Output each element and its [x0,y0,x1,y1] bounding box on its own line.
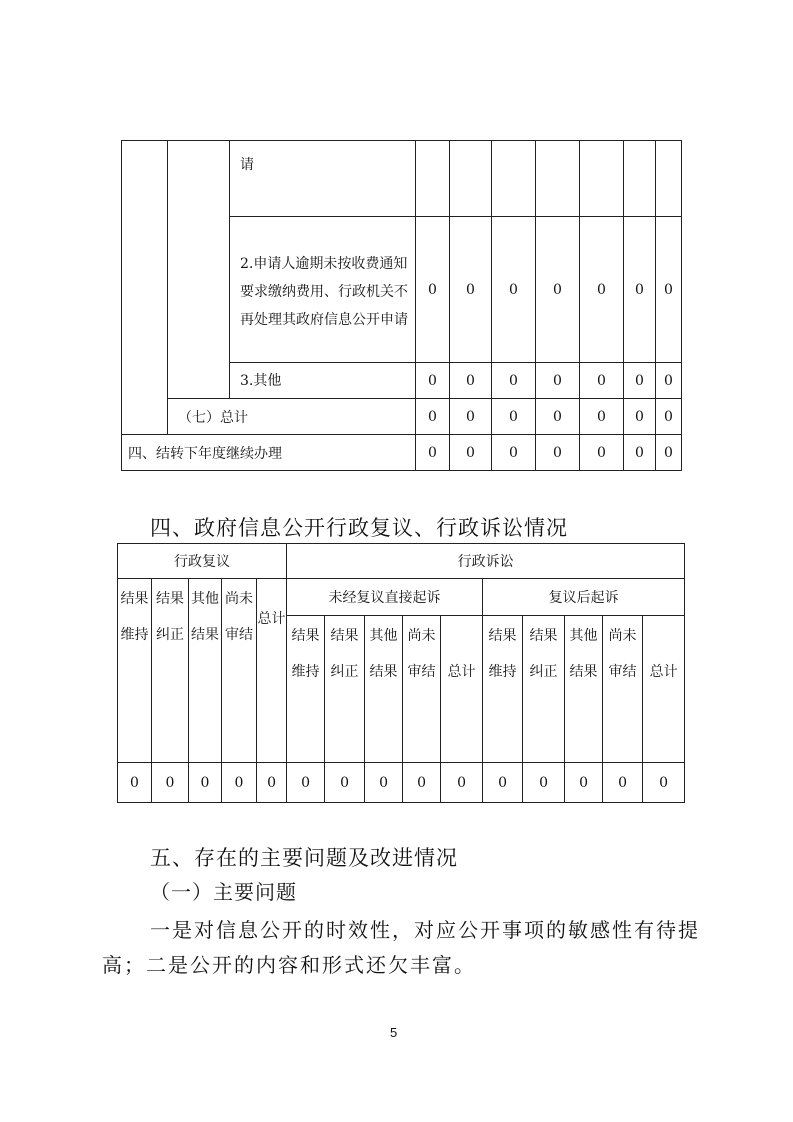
value-cell [624,141,656,217]
col-header: 尚未审结 [403,616,441,763]
value-cell: 0 [624,363,656,399]
col-header: 其他结果 [565,616,603,763]
value-cell: 0 [523,763,565,803]
value-cell: 0 [536,363,580,399]
application-stats-table [121,140,682,471]
col-header: 总计 [441,616,483,763]
col-header: 结果维持 [483,616,523,763]
col-header: 结果维持 [118,579,152,763]
col-header: 结果纠正 [152,579,189,763]
paragraph-line: 高；二是公开的内容和形式还欠丰富。 [102,953,476,977]
value-cell: 0 [416,217,450,363]
value-cell: 0 [624,399,656,435]
value-cell: 0 [416,363,450,399]
value-cell: 0 [492,435,536,471]
col-header: 总计 [643,616,685,763]
after-review-header: 复议后起诉 [483,579,685,616]
row-label: 四、结转下年度继续办理 [122,435,416,471]
value-cell: 0 [365,763,403,803]
col-header: 其他结果 [189,579,222,763]
value-cell: 0 [441,763,483,803]
value-cell: 0 [580,399,624,435]
value-cell: 0 [536,399,580,435]
value-cell: 0 [492,363,536,399]
value-cell: 0 [257,763,287,803]
col-header: 总计 [257,579,287,763]
subsection-heading: （一）主要问题 [150,880,297,904]
value-cell: 0 [483,763,523,803]
value-cell: 0 [624,435,656,471]
value-cell: 0 [492,399,536,435]
value-cell: 0 [222,763,257,803]
value-cell: 0 [643,763,685,803]
row-label: 请 [230,141,416,217]
value-cell: 0 [603,763,643,803]
value-cell: 0 [580,217,624,363]
col-header: 其他结果 [365,616,403,763]
col-header: 尚未审结 [222,579,257,763]
section5-heading: 五、存在的主要问题及改进情况 [150,846,458,870]
value-cell: 0 [656,217,682,363]
value-cell [492,141,536,217]
value-cell [416,141,450,217]
value-cell: 0 [450,399,492,435]
body-paragraph [102,913,705,983]
value-cell: 0 [450,435,492,471]
value-cell: 0 [580,435,624,471]
section4-heading: 四、政府信息公开行政复议、行政诉讼情况 [150,516,568,540]
value-cell: 0 [416,399,450,435]
value-cell: 0 [656,435,682,471]
value-cell: 0 [118,763,152,803]
col-header: 结果纠正 [523,616,565,763]
col-header: 结果纠正 [325,616,365,763]
value-cell: 0 [416,435,450,471]
review-litigation-table [117,543,685,803]
value-cell: 0 [536,435,580,471]
value-cell [536,141,580,217]
value-cell: 0 [287,763,325,803]
value-cell: 0 [624,217,656,363]
value-cell [450,141,492,217]
value-cell: 0 [492,217,536,363]
value-cell: 0 [189,763,222,803]
row-label: 2.申请人逾期未按收费通知要求缴纳费用、行政机关不再处理其政府信息公开申请 [230,217,416,363]
inner-blank-cell [168,141,230,399]
direct-suit-header: 未经复议直接起诉 [287,579,483,616]
litigation-header: 行政诉讼 [287,544,685,579]
value-cell: 0 [450,217,492,363]
value-cell: 0 [152,763,189,803]
value-cell: 0 [325,763,365,803]
value-cell: 0 [403,763,441,803]
value-cell: 0 [565,763,603,803]
row-label: 3.其他 [230,363,416,399]
paragraph-line: 一是对信息公开的时效性，对应公开事项的敏感性有待提 [150,918,700,942]
col-header: 结果维持 [287,616,325,763]
row-label: （七）总计 [168,399,416,435]
value-cell [656,141,682,217]
col-header: 尚未审结 [603,616,643,763]
value-cell: 0 [450,363,492,399]
value-cell: 0 [580,363,624,399]
page-number: 5 [390,1025,398,1040]
value-cell: 0 [536,217,580,363]
value-cell: 0 [656,363,682,399]
review-header: 行政复议 [118,544,287,579]
value-cell [580,141,624,217]
value-cell: 0 [656,399,682,435]
outer-blank-cell [122,141,168,435]
